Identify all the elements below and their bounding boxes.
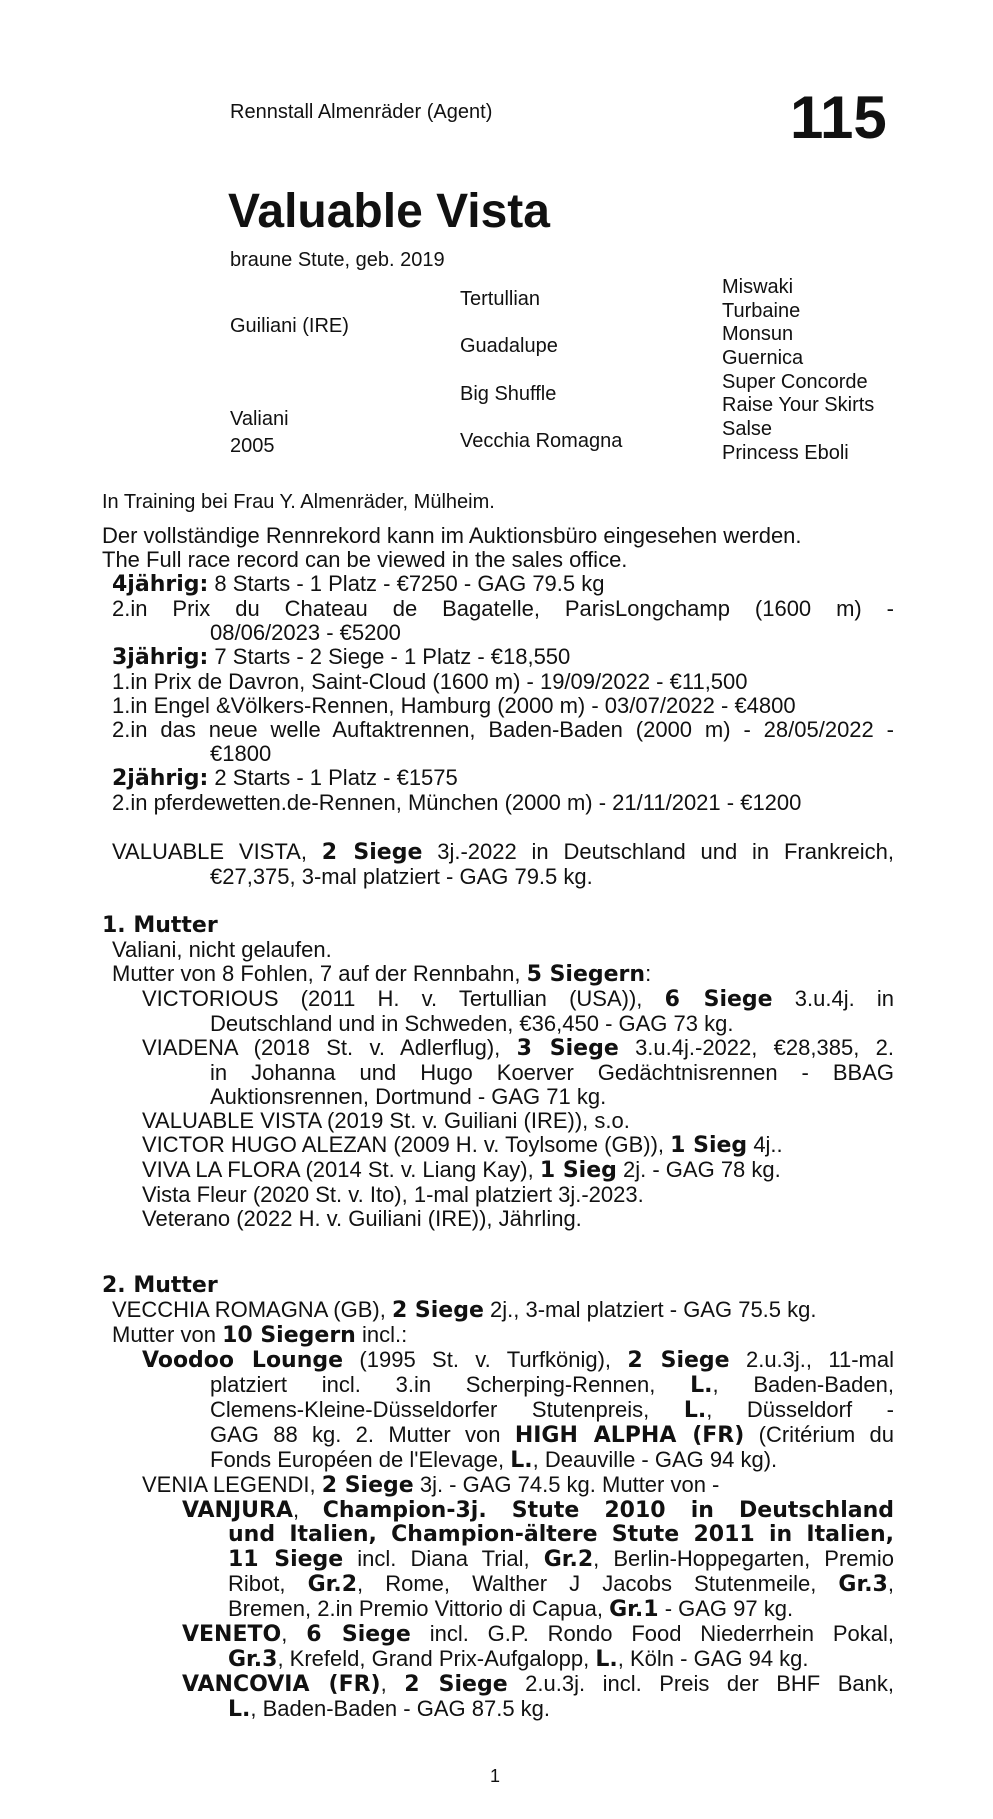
summary-line-cont: €27,375, 3-mal platziert - GAG 79.5 kg. [210,864,593,889]
race-result-cont: 08/06/2023 - €5200 [210,620,401,645]
record-note-en: The Full race record can be viewed in the sales office. [102,547,628,572]
pedigree-gen3-8: Princess Eboli [722,442,849,464]
summary-line: VALUABLE VISTA, 2 Siege 3j.-2022 in Deutschland und in Frankreich, [112,839,894,865]
year-2-summary: 2jährig: 2 Starts - 1 Platz - €1575 [112,765,458,791]
consignor: Rennstall Almenräder (Agent) [230,101,493,123]
pedigree-dam-year: 2005 [230,435,275,457]
dam-line: VECCHIA ROMAGNA (GB), 2 Siege 2j., 3-mal platziert - GAG 75.5 kg. [112,1297,817,1323]
pedigree-gen3-4: Guernica [722,347,804,369]
race-result: 2.in pferdewetten.de-Rennen, München (2000 m) - 21/11/2021 - €1200 [112,790,802,815]
pedigree-gen2-4: Vecchia Romagna [460,430,623,452]
grand-offspring-entry-cont: Ribot, Gr.2, Rome, Walther J Jacobs Stutenmeile, Gr.3, [228,1571,894,1597]
lot-number: 115 [790,84,887,151]
dam-line: Valiani, nicht gelaufen. [112,937,332,962]
pedigree-gen2-3: Big Shuffle [460,383,557,405]
offspring-entry: VICTOR HUGO ALEZAN (2009 H. v. Toylsome (GB)), 1 Sieg 4j.. [142,1132,783,1158]
pedigree-gen3-5: Super Concorde [722,371,868,393]
grand-offspring-entry-cont: Gr.3, Krefeld, Grand Prix-Aufgalopp, L., Köln - GAG 94 kg. [228,1646,809,1672]
offspring-entry: Veterano (2022 H. v. Guiliani (IRE)), Jährling. [142,1206,582,1231]
pedigree-dam: Valiani [230,408,289,430]
pedigree-gen3-2: Turbaine [722,300,801,322]
training-note: In Training bei Frau Y. Almenräder, Mülheim. [102,491,495,513]
pedigree-sire: Guiliani (IRE) [230,315,349,337]
race-result: 1.in Prix de Davron, Saint-Cloud (1600 m) - 19/09/2022 - €11,500 [112,669,748,694]
race-result: 2.in das neue welle Auftaktrennen, Baden-Baden (2000 m) - 28/05/2022 - [112,717,894,742]
offspring-entry: VIADENA (2018 St. v. Adlerflug), 3 Siege 3.u.4j.-2022, €28,385, 2. [142,1035,894,1061]
grand-offspring-entry: VANJURA, Champion-3j. Stute 2010 in Deutschland [182,1497,894,1523]
offspring-entry-cont: Clemens-Kleine-Düsseldorfer Stutenpreis, L., Düsseldorf - [210,1397,894,1423]
grand-offspring-entry-cont: und Italien, Champion-ältere Stute 2011 in Italien, [228,1522,894,1547]
offspring-entry-cont: platziert incl. 3.in Scherping-Rennen, L., Baden-Baden, [210,1372,894,1398]
offspring-entry: VIVA LA FLORA (2014 St. v. Liang Kay), 1 Sieg 2j. - GAG 78 kg. [142,1157,781,1183]
offspring-entry-cont: Auktionsrennen, Dortmund - GAG 71 kg. [210,1084,607,1109]
offspring-entry-cont: Fonds Européen de l'Elevage, L., Deauville - GAG 94 kg). [210,1447,778,1473]
grand-offspring-entry: VENETO, 6 Siege incl. G.P. Rondo Food Niederrhein Pokal, [182,1621,894,1647]
career-summary [102,840,894,889]
race-record [102,524,894,815]
offspring-entry: Vista Fleur (2020 St. v. Ito), 1-mal platziert 3j.-2023. [142,1182,644,1207]
pedigree-gen2-1: Tertullian [460,288,541,310]
second-dam-section [102,1274,894,1722]
pedigree-gen3-6: Raise Your Skirts [722,394,875,416]
record-note-de: Der vollständige Rennrekord kann im Auktionsbüro eingesehen werden. [102,523,802,548]
grand-offspring-entry: VANCOVIA (FR), 2 Siege 2.u.3j. incl. Preis der BHF Bank, [182,1671,894,1697]
offspring-entry-cont: GAG 88 kg. 2. Mutter von HIGH ALPHA (FR) (Critérium du [210,1422,894,1448]
pedigree-gen3-3: Monsun [722,323,794,345]
year-3-summary: 3jährig: 7 Starts - 2 Siege - 1 Platz - €18,550 [112,644,571,670]
horse-name: Valuable Vista [228,185,550,238]
section-heading: 1. Mutter [102,913,218,938]
race-result: 1.in Engel &Völkers-Rennen, Hamburg (2000 m) - 03/07/2022 - €4800 [112,693,796,718]
offspring-entry: VICTORIOUS (2011 H. v. Tertullian (USA)), 6 Siege 3.u.4j. in [142,986,894,1012]
race-result: 2.in Prix du Chateau de Bagatelle, ParisLongchamp (1600 m) - [112,596,894,621]
pedigree-gen3-1: Miswaki [722,276,794,298]
produce-line: Mutter von 10 Siegern incl.: [112,1322,408,1348]
section-heading: 2. Mutter [102,1273,218,1298]
produce-line: Mutter von 8 Fohlen, 7 auf der Rennbahn, 5 Siegern: [112,961,652,987]
offspring-entry-cont: in Johanna und Hugo Koerver Gedächtnisrennen - BBAG [210,1060,894,1085]
grand-offspring-entry-cont: Bremen, 2.in Premio Vittorio di Capua, Gr.1 - GAG 97 kg. [228,1596,794,1622]
year-4-summary: 4jährig: 8 Starts - 1 Platz - €7250 - GAG 79.5 kg [112,571,605,597]
offspring-entry-cont: Deutschland und in Schweden, €36,450 - GAG 73 kg. [210,1011,734,1036]
offspring-entry: VENIA LEGENDI, 2 Siege 3j. - GAG 74.5 kg. Mutter von - [142,1472,720,1498]
pedigree-gen3-7: Salse [722,418,773,440]
grand-offspring-entry-cont: 11 Siege incl. Diana Trial, Gr.2, Berlin-Hoppegarten, Premio [228,1546,894,1572]
race-result-cont: €1800 [210,741,272,766]
first-dam-section [102,914,894,1231]
pedigree-gen2-2: Guadalupe [460,335,558,357]
offspring-entry: VALUABLE VISTA (2019 St. v. Guiliani (IRE)), s.o. [142,1108,630,1133]
grand-offspring-entry-cont: L., Baden-Baden - GAG 87.5 kg. [228,1696,551,1722]
offspring-entry: Voodoo Lounge (1995 St. v. Turfkönig), 2 Siege 2.u.3j., 11-mal [142,1347,894,1373]
page-number: 1 [490,1766,501,1786]
horse-description: braune Stute, geb. 2019 [230,249,445,271]
